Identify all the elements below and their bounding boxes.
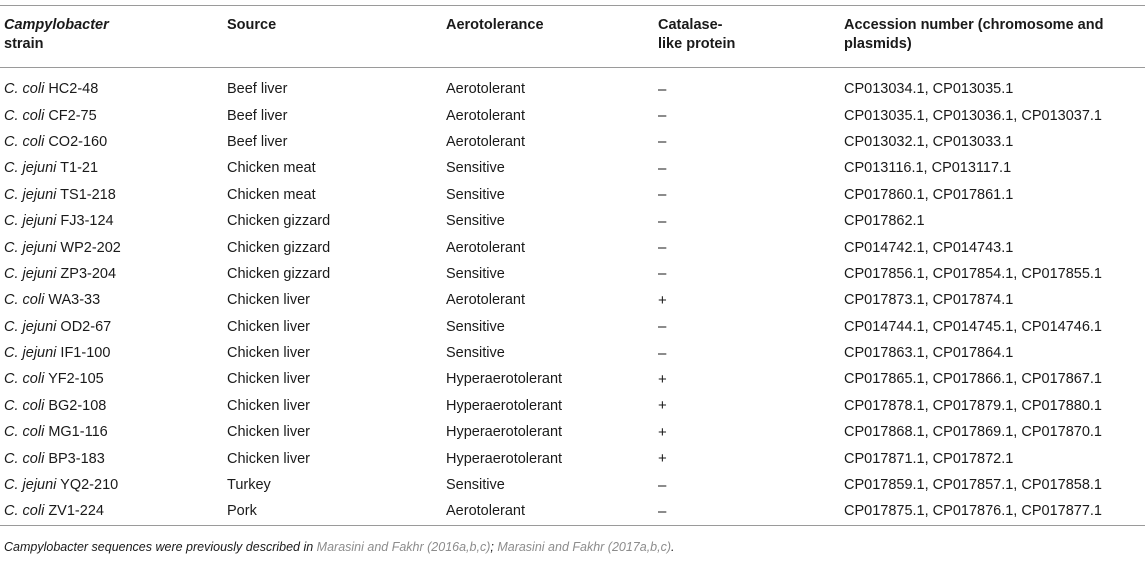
table-row	[0, 182, 1145, 208]
strain-species: C. jejuni	[4, 265, 57, 282]
strain-cell	[0, 498, 223, 525]
accession-cell: CP014742.1, CP014743.1	[844, 239, 1014, 256]
source-cell: Beef liver	[227, 81, 288, 98]
aerotolerance-cell: Aerotolerant	[446, 239, 525, 256]
catalase-cell: +	[658, 450, 667, 468]
table-header	[0, 6, 1145, 68]
source-cell: Chicken liver	[227, 371, 310, 388]
accession-cell: CP014744.1, CP014745.1, CP014746.1	[844, 318, 1102, 335]
table-row	[0, 129, 1145, 155]
catalase-cell: –	[658, 186, 667, 204]
table-row	[0, 419, 1145, 445]
accession-cell: CP013032.1, CP013033.1	[844, 133, 1014, 150]
table-row	[0, 261, 1145, 287]
strain-species: C. coli	[4, 424, 45, 441]
aerotolerance-cell: Hyperaerotolerant	[446, 450, 563, 467]
source-cell: Beef liver	[227, 133, 288, 150]
aerotolerance-cell: Sensitive	[446, 477, 505, 494]
strain-species: C. jejuni	[4, 213, 57, 230]
source-cell: Chicken meat	[227, 160, 316, 177]
catalase-cell: –	[658, 344, 667, 362]
catalase-cell: –	[658, 502, 667, 520]
strain-species: C. jejuni	[4, 477, 57, 494]
accession-cell: CP013034.1, CP013035.1	[844, 81, 1014, 98]
strain-species: C. coli	[4, 292, 45, 309]
strain-species: C. coli	[4, 371, 45, 388]
strain-cell	[0, 445, 223, 471]
header-catalase-line2: like protein	[658, 36, 736, 52]
header-strain-rest: strain	[4, 36, 44, 52]
strain-cell	[0, 393, 223, 419]
accession-cell: CP017865.1, CP017866.1, CP017867.1	[844, 371, 1102, 388]
aerotolerance-cell: Hyperaerotolerant	[446, 424, 563, 441]
catalase-cell: –	[658, 107, 667, 125]
source-cell: Chicken liver	[227, 424, 310, 441]
strain-cell	[0, 366, 223, 392]
catalase-cell: +	[658, 370, 667, 388]
strain-id: BG2-108	[48, 397, 107, 414]
strain-species: C. jejuni	[4, 160, 57, 177]
strain-species: C. coli	[4, 81, 45, 98]
accession-cell: CP017856.1, CP017854.1, CP017855.1	[844, 265, 1102, 282]
strain-cell	[0, 340, 223, 366]
table-row	[0, 366, 1145, 392]
table-body	[0, 68, 1145, 526]
table-row	[0, 208, 1145, 234]
strain-cell	[0, 314, 223, 340]
strain-cell	[0, 419, 223, 445]
strain-id: BP3-183	[48, 450, 105, 467]
footnote-suffix: .	[671, 540, 675, 554]
strain-cell	[0, 102, 223, 128]
accession-cell: CP017871.1, CP017872.1	[844, 450, 1014, 467]
strain-cell	[0, 68, 223, 103]
table-row	[0, 68, 1145, 103]
table-row	[0, 445, 1145, 471]
aerotolerance-cell: Hyperaerotolerant	[446, 371, 563, 388]
accession-cell: CP017878.1, CP017879.1, CP017880.1	[844, 397, 1102, 414]
header-accession-line2: plasmids)	[844, 36, 912, 52]
strain-id: YQ2-210	[60, 477, 119, 494]
table-row	[0, 498, 1145, 525]
strain-species: C. jejuni	[4, 318, 57, 335]
catalase-cell: +	[658, 291, 667, 309]
table-row	[0, 393, 1145, 419]
catalase-cell: –	[658, 80, 667, 98]
accession-cell: CP017863.1, CP017864.1	[844, 345, 1014, 362]
table-row	[0, 314, 1145, 340]
source-cell: Pork	[227, 503, 257, 520]
source-cell: Chicken liver	[227, 318, 310, 335]
strain-cell	[0, 234, 223, 260]
strain-id: TS1-218	[60, 186, 116, 203]
catalase-cell: –	[658, 212, 667, 230]
strain-cell	[0, 287, 223, 313]
source-cell: Chicken liver	[227, 345, 310, 362]
table-row	[0, 287, 1145, 313]
catalase-cell: +	[658, 423, 667, 441]
catalase-cell: –	[658, 239, 667, 257]
header-source: Source	[227, 17, 277, 33]
source-cell: Chicken gizzard	[227, 213, 331, 230]
footnote-reference-2016[interactable]: Marasini and Fakhr (2016a,b,c)	[316, 540, 491, 554]
strain-id: MG1-116	[48, 424, 108, 441]
aerotolerance-cell: Aerotolerant	[446, 292, 525, 309]
strain-id: T1-21	[60, 160, 99, 177]
source-cell: Chicken gizzard	[227, 239, 331, 256]
aerotolerance-cell: Aerotolerant	[446, 107, 525, 124]
strain-species: C. jejuni	[4, 345, 57, 362]
strain-id: CF2-75	[48, 107, 97, 124]
header-accession	[840, 6, 1145, 68]
strain-id: IF1-100	[60, 345, 111, 362]
table-row	[0, 102, 1145, 128]
strain-species: C. coli	[4, 107, 45, 124]
table-row	[0, 472, 1145, 498]
aerotolerance-cell: Aerotolerant	[446, 133, 525, 150]
aerotolerance-cell: Sensitive	[446, 345, 505, 362]
table-row	[0, 340, 1145, 366]
table-footnote	[4, 540, 675, 554]
aerotolerance-cell: Sensitive	[446, 265, 505, 282]
aerotolerance-cell: Hyperaerotolerant	[446, 397, 563, 414]
strain-id: FJ3-124	[60, 213, 114, 230]
source-cell: Beef liver	[227, 107, 288, 124]
strain-cell	[0, 155, 223, 181]
source-cell: Turkey	[227, 477, 271, 494]
aerotolerance-cell: Sensitive	[446, 213, 505, 230]
table-row	[0, 234, 1145, 260]
catalase-cell: –	[658, 133, 667, 151]
strain-id: HC2-48	[48, 81, 99, 98]
accession-cell: CP017875.1, CP017876.1, CP017877.1	[844, 503, 1102, 520]
accession-cell: CP013035.1, CP013036.1, CP013037.1	[844, 107, 1102, 124]
header-row	[0, 6, 1145, 68]
aerotolerance-cell: Aerotolerant	[446, 81, 525, 98]
aerotolerance-cell: Sensitive	[446, 318, 505, 335]
accession-cell: CP017868.1, CP017869.1, CP017870.1	[844, 424, 1102, 441]
strain-species: C. coli	[4, 133, 45, 150]
accession-cell: CP017862.1	[844, 213, 925, 230]
footnote-prefix: Campylobacter sequences were previously described in	[4, 540, 317, 554]
aerotolerance-cell: Sensitive	[446, 160, 505, 177]
strain-id: OD2-67	[60, 318, 112, 335]
strain-id: ZP3-204	[60, 265, 117, 282]
header-aerotolerance: Aerotolerance	[446, 17, 544, 33]
strain-id: YF2-105	[48, 371, 104, 388]
source-cell: Chicken liver	[227, 397, 310, 414]
strain-id: WA3-33	[48, 292, 101, 309]
strain-species: C. coli	[4, 450, 45, 467]
strain-table	[0, 5, 1145, 526]
catalase-cell: –	[658, 318, 667, 336]
strain-cell	[0, 129, 223, 155]
catalase-cell: +	[658, 397, 667, 415]
source-cell: Chicken meat	[227, 186, 316, 203]
strain-species: C. coli	[4, 397, 45, 414]
source-cell: Chicken liver	[227, 450, 310, 467]
table-row	[0, 155, 1145, 181]
header-accession-line1: Accession number (chromosome and	[844, 17, 1104, 33]
footnote-separator: ;	[490, 540, 498, 554]
source-cell: Chicken liver	[227, 292, 310, 309]
strain-cell	[0, 261, 223, 287]
aerotolerance-cell: Sensitive	[446, 186, 505, 203]
source-cell: Chicken gizzard	[227, 265, 331, 282]
strain-id: ZV1-224	[48, 503, 104, 520]
footnote-reference-2017[interactable]: Marasini and Fakhr (2017a,b,c)	[497, 540, 672, 554]
accession-cell: CP017859.1, CP017857.1, CP017858.1	[844, 477, 1102, 494]
header-catalase	[654, 6, 840, 68]
strain-cell	[0, 182, 223, 208]
catalase-cell: –	[658, 159, 667, 177]
catalase-cell: –	[658, 265, 667, 283]
strain-species: C. jejuni	[4, 186, 57, 203]
header-strain	[0, 6, 223, 68]
catalase-cell: –	[658, 476, 667, 494]
accession-cell: CP017860.1, CP017861.1	[844, 186, 1014, 203]
aerotolerance-cell: Aerotolerant	[446, 503, 525, 520]
header-catalase-line1: Catalase-	[658, 17, 723, 33]
header-strain-genus: Campylobacter	[4, 17, 109, 33]
strain-id: CO2-160	[48, 133, 108, 150]
accession-cell: CP013116.1, CP013117.1	[844, 160, 1012, 177]
strain-species: C. jejuni	[4, 239, 57, 256]
strain-cell	[0, 472, 223, 498]
strain-id: WP2-202	[60, 239, 121, 256]
accession-cell: CP017873.1, CP017874.1	[844, 292, 1014, 309]
strain-species: C. coli	[4, 503, 45, 520]
strain-cell	[0, 208, 223, 234]
